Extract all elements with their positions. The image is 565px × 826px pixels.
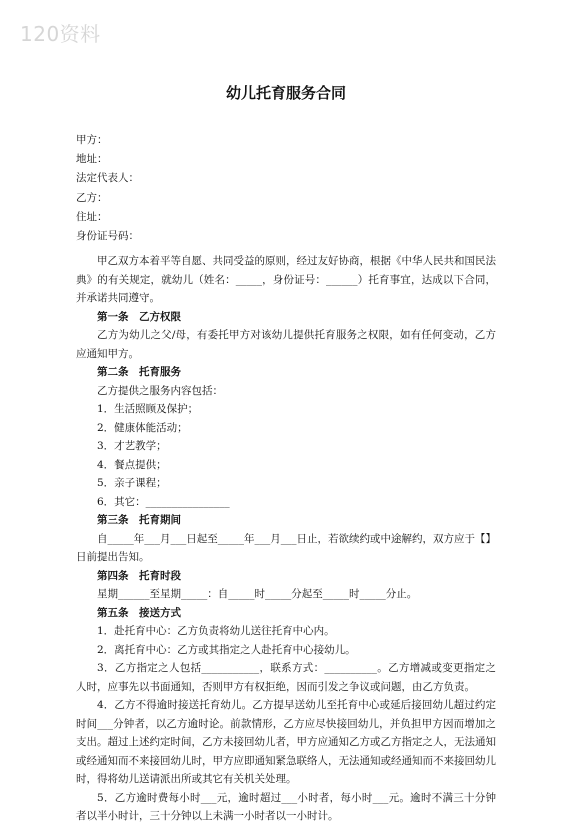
- article-4-text: 星期______至星期_____：自_____时_____分起至_____时_____分止。: [97, 588, 418, 600]
- article-1-text: 乙方为幼儿之父/母，有委托甲方对该幼儿提供托育服务之权限，如有任何变动，乙方应通知甲方。: [76, 329, 496, 360]
- contract-body: [76, 252, 496, 826]
- service-item: 4．餐点提供；: [97, 458, 167, 471]
- party-b-id-number: 身份证号码：: [76, 230, 139, 242]
- party-a-address: 地址：: [76, 153, 108, 165]
- article-2-heading: 第二条 托育服务: [97, 366, 181, 378]
- article-5-para-1: 1．赴托育中心：乙方负责将幼儿送往托育中心内。: [97, 625, 335, 637]
- party-a-block: [76, 131, 496, 188]
- service-item: 5．亲子课程；: [97, 477, 167, 489]
- article-1-heading: 第一条 乙方权限: [97, 310, 181, 323]
- article-5-para-4: 4．乙方不得逾时接送托育幼儿。乙方提早送幼儿至托育中心或延后接回幼儿超过约定时间___分钟者，以乙方逾时论。前款情形，乙方应尽快接回幼儿，并负担甲方因而增加之支出。超过上述约定时间，乙方未接回幼儿者，甲方应通知乙方或乙方指定之人，无法通知或经通知而不来接回幼儿时，甲方应即通知紧急联络人，无法通知或经通知而不来接回幼儿时，得将幼儿送请派出所或其它有关机关处理。: [76, 699, 496, 785]
- party-b-name: 乙方：: [76, 192, 108, 204]
- party-b-block: [76, 189, 496, 246]
- party-a-representative: 法定代表人：: [76, 172, 139, 184]
- article-5-para-2: 2．离托育中心：乙方或其指定之人赴托育中心接幼儿。: [97, 643, 356, 656]
- watermark: 120资料: [20, 22, 101, 46]
- service-item: 6．其它：________________: [97, 495, 230, 508]
- service-item: 2．健康体能活动；: [97, 421, 188, 434]
- service-item: 3．才艺教学；: [97, 440, 167, 452]
- intro-paragraph: 甲乙双方本着平等自愿、共同受益的原则，经过友好协商，根据《中华人民共和国民法典》的有关规定，就幼儿（姓名：_____，身份证号：______）托育事宜，达成以下合同，并承诺共同遵守。: [76, 255, 496, 304]
- article-3-text: 自_____年___月___日起至_____年___月___日止，若欲续约或中途解约，双方应于【】日前提出告知。: [76, 532, 496, 563]
- article-4-heading: 第四条 托育时段: [97, 569, 181, 582]
- article-5-heading: 第五条 接送方式: [97, 606, 181, 619]
- article-5-para-5: 5．乙方逾时费每小时___元，逾时超过___小时者，每小时___元。逾时不满三十分钟者以半小时计，三十分钟以上未满一小时者以一小时计。: [76, 791, 496, 822]
- party-b-address: 住址：: [76, 211, 108, 223]
- service-item: 1．生活照顾及保护；: [97, 403, 199, 415]
- article-2-intro: 乙方提供之服务内容包括：: [97, 384, 223, 397]
- article-3-heading: 第三条 托育期间: [97, 514, 181, 526]
- document-title: 幼儿托育服务合同: [225, 84, 346, 102]
- article-5-para-3: 3．乙方指定之人包括___________，联系方式：__________。乙方增减或变更指定之人时，应事先以书面通知，否则甲方有权拒绝，因而引发之争议或问题，由乙方负责。: [76, 662, 496, 693]
- party-a-name: 甲方：: [76, 134, 108, 146]
